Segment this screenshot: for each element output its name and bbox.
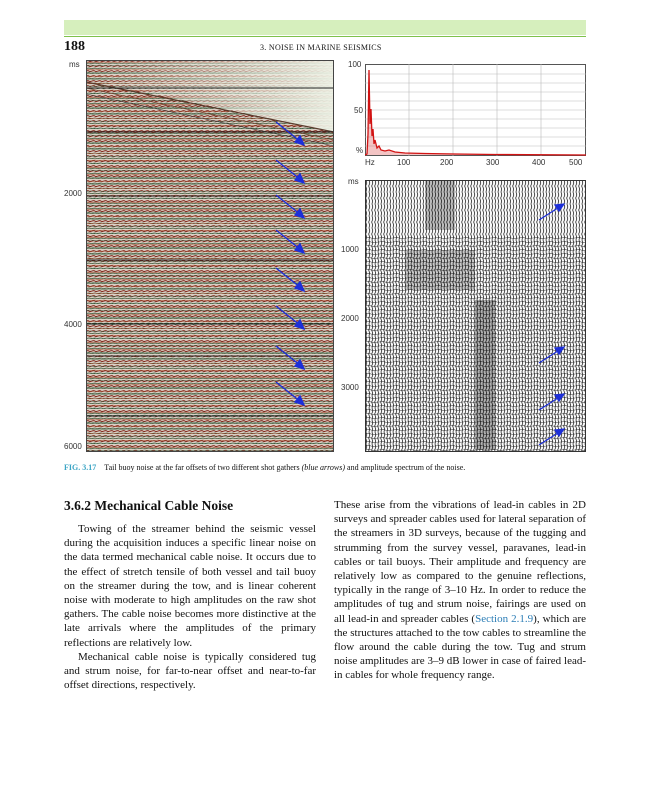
right-seismic-image [365,180,586,452]
right-y-unit: ms [348,177,359,186]
page-number: 188 [64,39,85,54]
spectrum-x-tick: 100 [397,158,411,167]
arrow-icon [276,268,304,291]
spectrum-x-tick: 500 [569,158,583,167]
right-shot-gather [341,176,586,452]
left-column [64,498,316,692]
right-y-tick: 1000 [341,245,359,254]
arrow-icon [276,382,304,405]
paragraph [334,498,586,683]
left-y-tick: 2000 [64,189,82,198]
left-y-unit: ms [69,60,80,69]
spectrum-x-unit: Hz [365,158,375,167]
spectrum-y-tick: 50 [354,106,363,115]
section-heading: 3.6.2 Mechanical Cable Noise [64,498,234,513]
figure-3-17 [64,60,586,460]
caption-label: FIG. 3.17 [64,463,97,472]
spectrum-x-tick: 300 [486,158,500,167]
paragraph-text-end: ), which are the structures attached to the tow cables to streamline the flow around the cable during the tow. Tug and strum noise amplitudes are 3–9 dB lower in case of faired lead-in cables for whole frequency range. [334,612,586,682]
arrow-icon [276,195,304,218]
left-y-tick: 6000 [64,442,82,451]
left-y-tick: 4000 [64,320,82,329]
left-arrows [86,60,334,452]
arrow-icon [276,230,304,253]
caption-text-end: and amplitude spectrum of the noise. [345,463,466,472]
section-link[interactable]: Section 2.1.9 [475,612,534,625]
header-band [64,20,586,35]
spectrum-plot [365,64,586,156]
arrow-icon [276,346,304,369]
left-shot-gather [64,60,334,452]
figure-caption [64,463,594,473]
caption-emphasis: (blue arrows) [301,463,346,472]
running-head: 3. NOISE IN MARINE SEISMICS [260,43,382,52]
spectrum-y-tick: 100 [348,60,362,69]
caption-text: Tail buoy noise at the far offsets of two different shot gathers [104,463,302,472]
paragraph-text: These arise from the vibrations of lead-in cables in 2D surveys and spreader cables used for lateral separation of the streamers in 3D surveys, because of the tugging and strumming from the survey vessel, paravanes, lead-in cables or tail buoys. Their amplitude and frequency are relatively low as compared to the genuine reflections, typically in the range of 3–10 Hz. In order to reduce the amplitudes of tug and strum noise, fairings are used on all lead-in and spreader cables ( [334,499,586,625]
right-y-tick: 3000 [341,383,359,392]
arrow-icon [276,160,304,183]
spectrum-y-unit: % [356,146,364,155]
paragraph: Towing of the streamer behind the seismic vessel during the acquisition induces a specific linear noise on the data termed mechanical cable noise. It occurs due to the effect of stretch tensile of both vessel and tail buoy on the streamer during the tow, and is linear coherent noise with moderate to high amplitudes on the raw shot gathers. The cable noise becomes more distinctive at the late arrivals where the amplitudes of the primary reflections are relatively low. [64,523,316,649]
header-rule [64,36,586,37]
spectrum-x-tick: 200 [440,158,454,167]
amplitude-spectrum [341,60,586,170]
arrow-icon [276,122,304,145]
arrow-icon [276,306,304,329]
spectrum-x-tick: 400 [532,158,546,167]
right-column [334,498,586,683]
paragraph: Mechanical cable noise is typically considered tug and strum noise, for far-to-near offset and near-to-far offset directions, respectively. [64,650,316,692]
right-y-tick: 2000 [341,314,359,323]
